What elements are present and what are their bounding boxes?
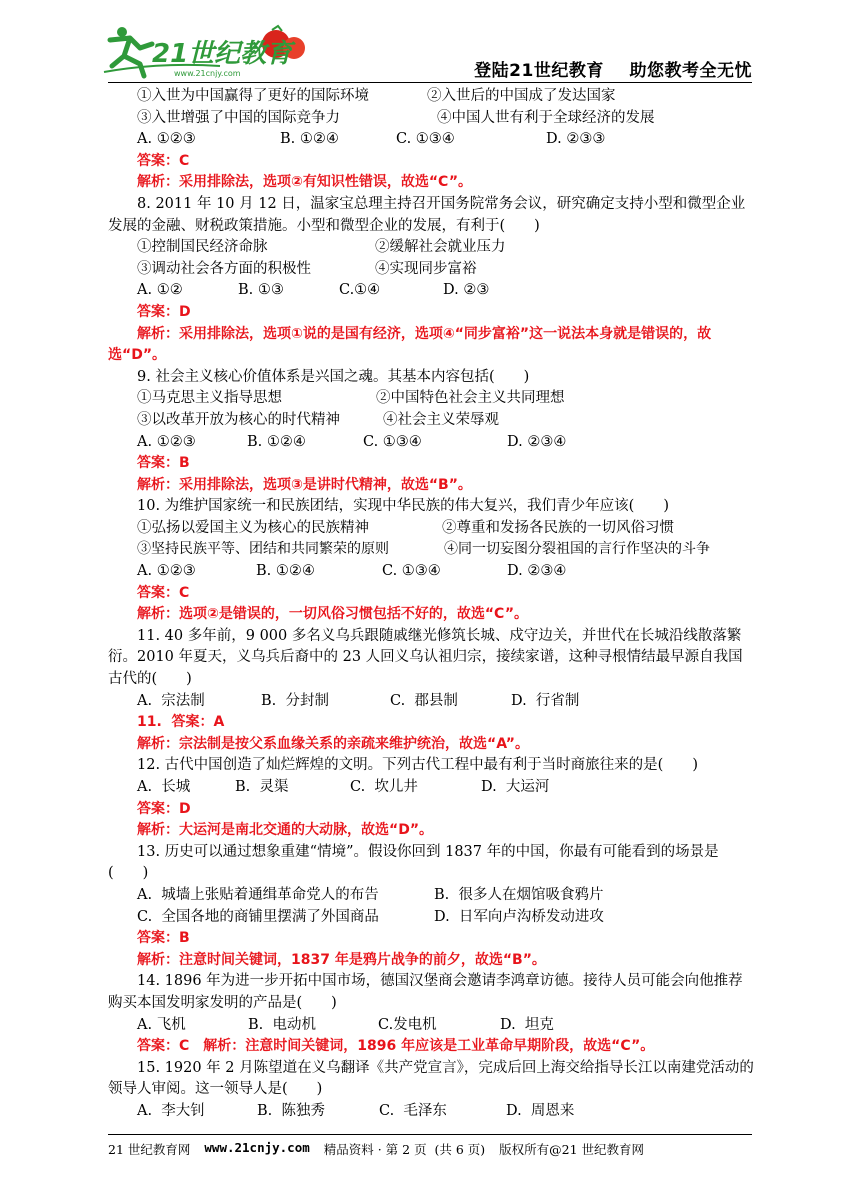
q8-option-2: ②缓解社会就业压力 — [375, 239, 506, 256]
q10-option-1: ①弘扬以爱国主义为核心的民族精神 — [137, 519, 369, 536]
footer-url[interactable]: www.21cnjy.com — [204, 1140, 310, 1155]
q13-answer: 答案：B — [137, 930, 190, 947]
q12-choice-c: C. 坎儿井 — [350, 779, 418, 795]
q7-options-row-1 — [108, 86, 756, 108]
q12-choices — [108, 777, 756, 799]
q14-stem: 14. 1896 年为进一步开拓中国市场，德国汉堡商会邀请李鸿章访德。接待人员可能会向他推荐购买本国发明家发明的产品是( ) — [108, 973, 743, 1011]
q10-options-row-1 — [108, 518, 756, 540]
q10-stem: 10. 为维护国家统一和民族团结，实现中华民族的伟大复兴，我们青少年应该( ) — [137, 498, 669, 515]
q8-options-row-2 — [108, 259, 756, 281]
q10-explanation: 解析：选项②是错误的，一切风俗习惯包括不好的，故选“C”。 — [137, 606, 529, 623]
q7-option-4: ④中国人世有利于全球经济的发展 — [437, 109, 655, 126]
q8-choice-a: A. ①② — [137, 282, 183, 299]
q9-option-3: ③以改革开放为核心的时代精神 — [137, 411, 340, 428]
q11-choice-d: D. 行省制 — [511, 692, 580, 709]
q7-choice-a: A. ①②③ — [137, 131, 196, 148]
q14-choice-b: B. 电动机 — [248, 1016, 316, 1033]
q12-choice-d: D. 大运河 — [481, 779, 550, 795]
q10-option-3: ③坚持民族平等、团结和共同繁荣的原则 — [137, 541, 389, 558]
footer-page-info: 精品资料 · 第 2 页 (共 6 页) — [323, 1142, 486, 1157]
q9-choice-d: D. ②③④ — [507, 433, 567, 450]
q12-choice-b: B. 灵渠 — [235, 779, 289, 795]
logo-text: 21世纪教育 — [152, 39, 293, 69]
q8-option-4: ④实现同步富裕 — [375, 260, 477, 277]
q10-option-4: ④同一切妄图分裂祖国的言行作坚决的斗争 — [444, 541, 710, 558]
q12-answer: 答案：D — [137, 800, 191, 817]
q9-options-row-1 — [108, 388, 756, 410]
document-body — [108, 86, 756, 1123]
q8-choice-d: D. ②③ — [443, 282, 490, 299]
q7-choice-c: C. ①③④ — [396, 131, 455, 148]
footer-site: 21 世纪教育网 — [108, 1142, 191, 1157]
q9-stem: 9. 社会主义核心价值体系是兴国之魂。其基本内容包括( ) — [137, 368, 530, 385]
q7-answer: 答案：C — [137, 152, 190, 169]
q7-option-3: ③入世增强了中国的国际竞争力 — [137, 109, 340, 126]
q8-stem: 8. 2011 年 10 月 12 日，温家宝总理主持召开国务院常务会议，研究确定支持小型和微型企业发展的金融、财税政策措施。小型和微型企业的发展，有利于( ) — [108, 195, 746, 234]
q9-options-row-2 — [108, 410, 756, 432]
q8-answer: 答案：D — [137, 303, 191, 320]
site-logo — [100, 22, 310, 82]
q8-option-1: ①控制国民经济命脉 — [137, 239, 268, 256]
q9-option-2: ②中国特色社会主义共同理想 — [376, 390, 565, 407]
q15-choice-a: A. 李大钊 — [137, 1102, 205, 1119]
q10-option-2: ②尊重和发扬各民族的一切风俗习惯 — [442, 519, 674, 536]
q12-explanation: 解析：大运河是南北交通的大动脉，故选“D”。 — [137, 822, 434, 839]
q9-option-4: ④社会主义荣辱观 — [383, 411, 499, 428]
q13-choice-b: B. 很多人在烟馆吸食鸦片 — [434, 886, 604, 903]
q13-choice-c: C. 全国各地的商铺里摆满了外国商品 — [137, 908, 379, 925]
header-divider — [108, 82, 752, 83]
footer-divider — [108, 1134, 752, 1135]
q11-choice-c: C. 郡县制 — [390, 692, 458, 709]
q12-stem: 12. 古代中国创造了灿烂辉煌的文明。下列古代工程中最有利于当时商旅往来的是( ) — [137, 757, 698, 774]
q14-choices — [108, 1015, 756, 1037]
q14-choice-a: A. 飞机 — [137, 1016, 186, 1033]
page-header — [0, 0, 860, 86]
q9-choice-a: A. ①②③ — [137, 433, 196, 450]
q11-choices — [108, 691, 756, 713]
q15-choice-d: D. 周恩来 — [506, 1102, 575, 1119]
q10-choice-b: B. ①②④ — [256, 563, 315, 580]
q8-choices — [108, 280, 756, 302]
q9-explanation: 解析：采用排除法，选项③是讲时代精神，故选“B”。 — [137, 476, 472, 493]
q8-choice-c: C.①④ — [339, 282, 381, 299]
q10-answer: 答案：C — [137, 584, 190, 601]
q15-choice-b: B. 陈独秀 — [257, 1102, 325, 1119]
q13-choices-row-1 — [108, 885, 756, 907]
q8-choice-b: B. ①③ — [238, 282, 284, 299]
q13-explanation: 解析：注意时间关键词，1837 年是鸦片战争的前夕，故选“B”。 — [137, 951, 546, 968]
q7-choice-b: B. ①②④ — [280, 131, 339, 148]
footer-copyright: 版权所有@21 世纪教育网 — [499, 1142, 645, 1157]
q7-option-1: ①入世为中国赢得了更好的国际环境 — [137, 88, 369, 104]
q9-choice-b: B. ①②④ — [247, 433, 306, 450]
q14-choice-d: D. 坦克 — [500, 1016, 554, 1033]
q13-choice-d: D. 日军向卢沟桥发动进攻 — [434, 908, 604, 925]
q12-choice-a: A. 长城 — [137, 779, 191, 795]
q13-choice-a: A. 城墙上张贴着通缉革命党人的布告 — [137, 886, 379, 903]
q11-explanation: 解析：宗法制是按父系血缘关系的亲疏来维护统治，故选“A”。 — [137, 735, 529, 752]
page-footer — [108, 1140, 756, 1158]
q9-choice-c: C. ①③④ — [363, 433, 422, 450]
q8-options-row-1 — [108, 237, 756, 259]
q10-options-row-2 — [108, 539, 756, 561]
q14-choice-c: C.发电机 — [378, 1016, 437, 1033]
q11-choice-a: A. 宗法制 — [137, 692, 205, 709]
q9-choices — [108, 432, 756, 454]
q8-option-3: ③调动社会各方面的积极性 — [137, 260, 311, 277]
q10-choice-d: D. ②③④ — [507, 563, 567, 580]
q7-explanation: 解析：采用排除法，选项②有知识性错误，故选“C”。 — [137, 174, 473, 191]
q9-answer: 答案：B — [137, 455, 190, 472]
q7-choice-d: D. ②③③ — [546, 131, 606, 148]
q14-answer: 答案：C 解析：注意时间关键词，1896 年应该是工业革命早期阶段，故选“C”。 — [137, 1038, 655, 1055]
header-slogan: 登陆21世纪教育 助您教考全无忧 — [474, 61, 752, 81]
q15-choice-c: C. 毛泽东 — [379, 1102, 447, 1119]
q15-stem: 15. 1920 年 2 月陈望道在义乌翻译《共产党宣言》，完成后回上海交给指导长江以南建党活动的领导人审阅。这一领导人是( ) — [108, 1059, 754, 1098]
logo-url: www.21cnjy.com — [174, 69, 241, 78]
q10-choice-c: C. ①③④ — [382, 563, 441, 580]
q8-explanation: 解析：采用排除法，选项①说的是国有经济，选项④“同步富裕”这一说法本身就是错误的，故选“D”。 — [108, 325, 712, 364]
q15-choices — [108, 1101, 756, 1123]
q7-option-2: ②入世后的中国成了发达国家 — [427, 88, 616, 104]
q7-options-row-2 — [108, 108, 756, 130]
q7-choices — [108, 129, 756, 151]
q11-answer: 11. 答案：A — [137, 714, 225, 731]
q13-choices-row-2 — [108, 907, 756, 929]
q11-stem: 11. 40 多年前，9 000 多名义乌兵跟随戚继光修筑长城、戍守边关，并世代在长城沿线散落繁衍。2010 年夏天，义乌兵后裔中的 23 人回义乌认祖归宗，接续家谱，这种寻根情结最早源自我国古代的( ) — [108, 627, 743, 688]
q11-choice-b: B. 分封制 — [261, 692, 329, 709]
q9-option-1: ①马克思主义指导思想 — [137, 390, 282, 407]
q10-choices — [108, 561, 756, 583]
q13-stem: 13. 历史可以通过想象重建“情境”。假设你回到 1837 年的中国，你最有可能看到的场景是( ) — [108, 843, 719, 882]
q10-choice-a: A. ①②③ — [137, 563, 196, 580]
